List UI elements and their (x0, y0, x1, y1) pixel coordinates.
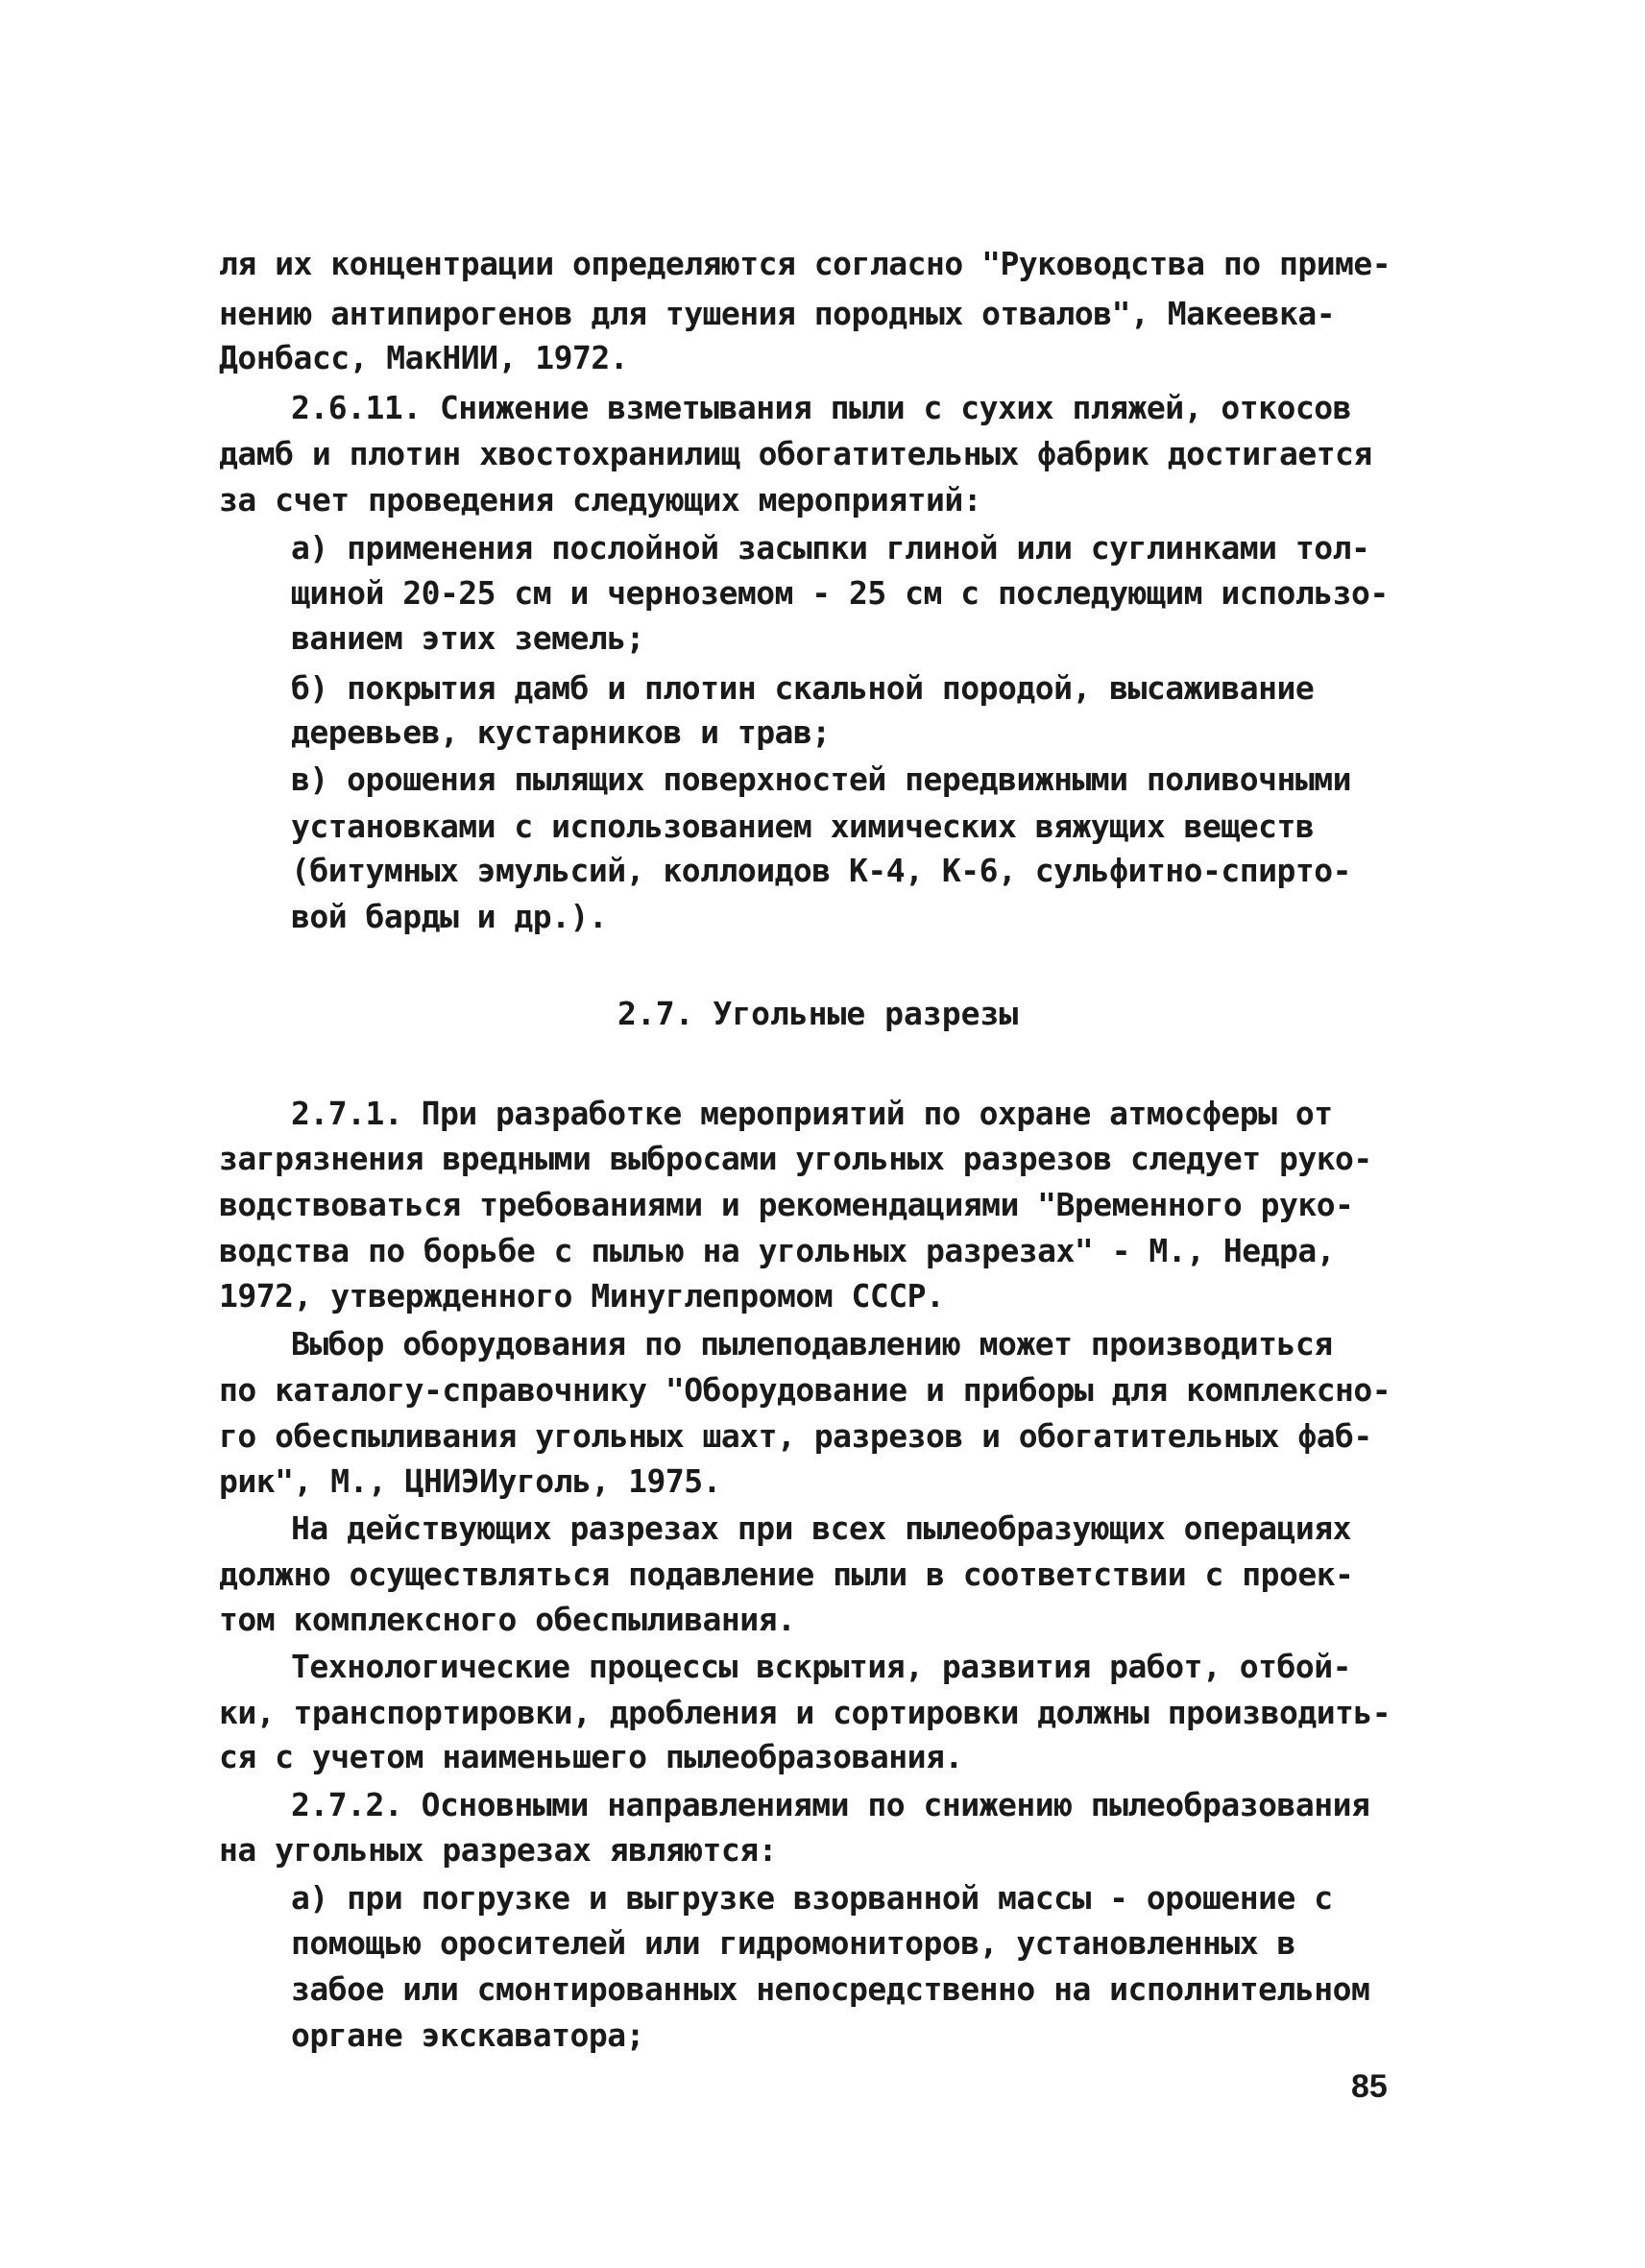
text-line: Донбасс, МакНИИ, 1972. (219, 339, 629, 376)
text-line: помощью оросителей или гидромониторов, установленных в (291, 1924, 1295, 1962)
text-line: по каталогу-справочнику "Оборудование и приборы для комплексно- (219, 1371, 1391, 1409)
text-line: (битумных эмульсий, коллоидов К-4, К-6, сульфитно-спирто- (291, 852, 1351, 889)
paragraph-2-7-1-start: 2.7.1. При разработке мероприятий по охране атмосферы от (291, 1095, 1333, 1132)
text-line: На действующих разрезах при всех пылеобразующих операциях (291, 1509, 1351, 1547)
list-item-a: а) применения послойной засыпки глиной или суглинками тол- (291, 529, 1370, 567)
text-line: рик", М., ЦНИЭИуголь, 1975. (219, 1462, 721, 1500)
text-line: за счет проведения следующих мероприятий: (219, 481, 982, 519)
list-item-c: в) орошения пылящих поверхностей передвижными поливочными (291, 760, 1351, 798)
text-line: ванием этих земель; (291, 619, 644, 657)
text-line: Технологические процессы вскрытия, развития работ, отбой- (291, 1648, 1351, 1685)
text-line: органе экскаватора; (291, 2016, 644, 2054)
section-heading: 2.7. Угольные разрезы (617, 995, 1019, 1032)
paragraph-2-7-2-start: 2.7.2. Основными направлениями по снижению пылеобразования (291, 1786, 1370, 1823)
text-line: щиной 20-25 см и черноземом - 25 см с последующим использо- (291, 574, 1389, 612)
text-line: 1972, утвержденного Минуглепромом СССР. (219, 1277, 945, 1315)
text-line: должно осуществляться подавление пыли в соответствии с проек- (219, 1556, 1354, 1593)
text-line: Выбор оборудования по пылеподавлению может производиться (291, 1325, 1333, 1363)
text-line: вой барды и др.). (291, 898, 608, 935)
text-line: ля их концентрации определяются согласно "Руководства по приме- (219, 245, 1391, 282)
text-line: го обеспыливания угольных шахт, разрезов и обогатительных фаб- (219, 1417, 1372, 1455)
text-line: забое или смонтированных непосредственно на исполнительном (291, 1970, 1370, 2008)
text-line: том комплексного обеспыливания. (219, 1601, 796, 1638)
text-line: водства по борьбе с пылью на угольных разрезах" - М., Недра, (219, 1232, 1336, 1269)
text-line: дамб и плотин хвостохранилищ обогатительных фабрик достигается (219, 435, 1372, 472)
text-line: на угольных разрезах являются: (219, 1831, 778, 1869)
paragraph-2-6-11-start: 2.6.11. Снижение взметывания пыли с сухих пляжей, откосов (291, 389, 1351, 426)
text-line: загрязнения вредными выбросами угольных разрезов следует руко- (219, 1140, 1372, 1177)
text-line: деревьев, кустарников и трав; (291, 713, 831, 751)
text-line: ки, транспортировки, дробления и сортировки должны производить- (219, 1694, 1391, 1731)
page-number: 85 (1351, 2068, 1388, 2105)
text-line: ся с учетом наименьшего пылеобразования. (219, 1738, 963, 1775)
text-line: установками с использованием химических вяжущих веществ (291, 808, 1315, 845)
text-line: водствоваться требованиями и рекомендациями "Временного руко- (219, 1186, 1354, 1223)
list-item-b: б) покрытия дамб и плотин скальной породой, высаживание (291, 669, 1315, 707)
text-line: нению антипирогенов для тушения породных отвалов", Макеевка- (219, 295, 1336, 332)
list-item-a: а) при погрузке и выгрузке взорванной массы - орошение с (291, 1879, 1333, 1917)
